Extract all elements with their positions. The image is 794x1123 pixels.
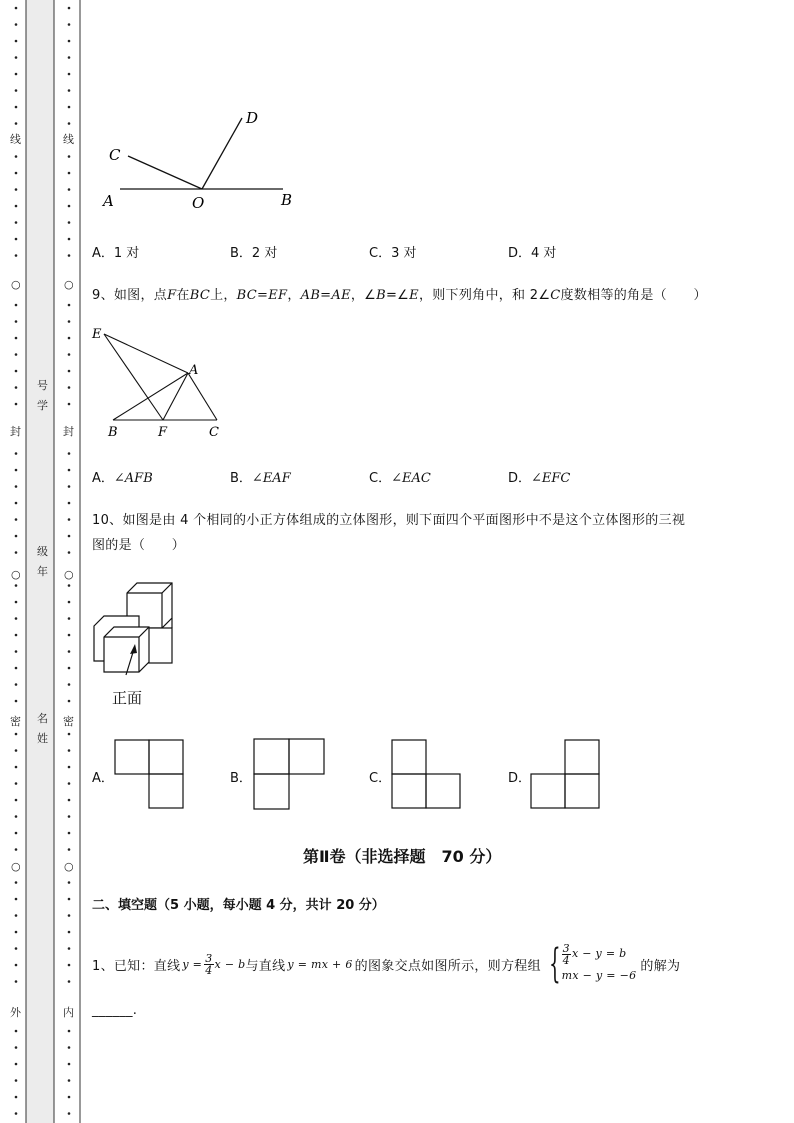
inner-mark-nei: 内 — [63, 1006, 74, 1019]
binding-dot — [68, 700, 71, 703]
binding-dot — [68, 172, 71, 175]
binding-dot — [68, 601, 71, 604]
fill1-fraction: $\frac{3}{4}$ — [205, 951, 213, 977]
q8-option-a: A．1 对 — [92, 246, 140, 261]
q10-question-line2: 图的是（ ） — [92, 538, 186, 553]
q8-option-c: C．3 对 — [369, 246, 417, 261]
q9-question: 9、如图，点F在BC上，BC=EF，AB=AE，∠B=∠E，则下列角中，和 2∠C度数相等的角是（ ） — [92, 288, 707, 303]
binding-dot — [68, 634, 71, 637]
binding-dot — [15, 221, 18, 224]
binding-dot — [68, 766, 71, 769]
binding-dot — [15, 23, 18, 26]
binding-dot — [15, 617, 18, 620]
binding-dot — [68, 980, 71, 983]
binding-dot — [15, 337, 18, 340]
binding-dot — [15, 40, 18, 43]
binding-dot — [15, 1079, 18, 1082]
binding-dot — [68, 56, 71, 59]
q10-option-a-letter: A． — [92, 771, 114, 786]
binding-dot — [15, 320, 18, 323]
binding-dot — [15, 188, 18, 191]
q10-option-a-shape — [114, 739, 186, 811]
binding-dot — [15, 502, 18, 505]
binding-dot — [68, 931, 71, 934]
inner-circle: ○ — [64, 568, 74, 581]
binding-dot — [68, 584, 71, 587]
binding-dot — [68, 683, 71, 686]
q9-label-a: A — [189, 363, 199, 378]
binding-dot — [15, 634, 18, 637]
q10-question-line1: 10、如图是由 4 个相同的小正方体组成的立体图形，则下面四个平面图形中不是这个立体图形的三视 — [92, 513, 686, 528]
q9-label-f: F — [158, 425, 168, 440]
binding-dot — [15, 73, 18, 76]
binding-dot — [68, 898, 71, 901]
binding-dot — [15, 1063, 18, 1066]
binding-dot — [68, 452, 71, 455]
binding-dot — [15, 799, 18, 802]
binding-dot — [68, 73, 71, 76]
q9-option-a: A．∠AFB — [92, 471, 153, 486]
binding-dot — [68, 155, 71, 158]
fill1-question: 1、已知：直线 y = $\frac{3}{4}$ x − b 与直线 y = mx + 6 的图象交点如图所示，则方程组 { $\frac{3}{4}$ x − y = b mx − y = −6 的解为 — [92, 941, 681, 987]
binding-dot — [15, 172, 18, 175]
grade-label-2: 年 — [37, 565, 48, 578]
binding-dot — [68, 122, 71, 125]
binding-dot — [68, 1112, 71, 1115]
binding-dot — [68, 502, 71, 505]
binding-dot — [15, 1096, 18, 1099]
binding-dot — [15, 964, 18, 967]
binding-dot — [68, 370, 71, 373]
outer-mark-xian: 线 — [10, 133, 21, 146]
q8-option-b: B．2 对 — [230, 246, 278, 261]
binding-dot — [15, 386, 18, 389]
binding-dot — [15, 7, 18, 10]
binding-dot — [15, 370, 18, 373]
outer-circle: ○ — [11, 860, 21, 873]
binding-dot — [15, 205, 18, 208]
binding-dot — [68, 832, 71, 835]
inner-circle: ○ — [64, 860, 74, 873]
inner-mark-mi: 密 — [63, 715, 74, 728]
binding-dot — [15, 452, 18, 455]
binding-dot — [68, 650, 71, 653]
binding-dot — [68, 40, 71, 43]
name-label-2: 姓 — [37, 732, 48, 745]
q9-triangle-figure — [88, 320, 228, 445]
binding-dot — [68, 7, 71, 10]
binding-dot — [15, 403, 18, 406]
binding-dot — [15, 518, 18, 521]
binding-margin — [0, 0, 82, 1123]
binding-dot — [68, 485, 71, 488]
outer-mark-wai: 外 — [10, 1006, 21, 1019]
binding-dot — [68, 551, 71, 554]
q9-option-b: B．∠EAF — [230, 471, 291, 486]
binding-dot — [68, 964, 71, 967]
binding-dot — [68, 89, 71, 92]
binding-dot — [15, 749, 18, 752]
q10-option-d-shape — [530, 739, 602, 811]
binding-dot — [68, 469, 71, 472]
binding-dot — [15, 584, 18, 587]
binding-dot — [68, 1030, 71, 1033]
inner-circle: ○ — [64, 278, 74, 291]
q8-label-o: O — [192, 194, 205, 212]
q8-label-a: A — [103, 192, 114, 210]
binding-dot — [68, 815, 71, 818]
binding-dot — [15, 1112, 18, 1115]
binding-dot — [15, 89, 18, 92]
q8-label-c: C — [109, 146, 121, 164]
section-fill-in-heading: 二、填空题（5 小题，每小题 4 分，共计 20 分） — [92, 898, 385, 913]
outer-circle: ○ — [11, 278, 21, 291]
q8-angle-figure — [95, 105, 305, 215]
q9-option-c: C．∠EAC — [369, 471, 431, 486]
binding-dot — [15, 155, 18, 158]
binding-dot — [68, 535, 71, 538]
binding-dot — [15, 485, 18, 488]
binding-dot — [68, 518, 71, 521]
binding-dot — [68, 848, 71, 851]
binding-margin-lines — [0, 0, 82, 1123]
binding-dot — [15, 254, 18, 257]
q10-option-c-shape — [391, 739, 463, 811]
binding-dot — [15, 469, 18, 472]
q8-label-d: D — [246, 109, 259, 127]
binding-dot — [15, 1030, 18, 1033]
binding-dot — [15, 700, 18, 703]
binding-dot — [68, 782, 71, 785]
binding-dot — [68, 221, 71, 224]
binding-dot — [68, 320, 71, 323]
binding-dot — [15, 898, 18, 901]
inner-mark-xian: 线 — [63, 133, 74, 146]
outer-circle: ○ — [11, 568, 21, 581]
binding-dot — [15, 551, 18, 554]
binding-dot — [68, 733, 71, 736]
binding-dot — [68, 353, 71, 356]
binding-dot — [15, 683, 18, 686]
binding-dot — [68, 386, 71, 389]
outer-mark-mi: 密 — [10, 715, 21, 728]
binding-dot — [15, 353, 18, 356]
binding-dot — [15, 238, 18, 241]
q8-option-d: D．4 对 — [508, 246, 557, 261]
binding-dot — [15, 304, 18, 307]
binding-dot — [15, 947, 18, 950]
binding-dot — [15, 122, 18, 125]
binding-dot — [68, 403, 71, 406]
q10-option-c-letter: C． — [369, 771, 392, 786]
q9-label-b: B — [108, 425, 118, 440]
binding-dot — [15, 535, 18, 538]
student-id-label-2: 学 — [37, 399, 48, 412]
binding-dot — [68, 1063, 71, 1066]
binding-dot — [68, 799, 71, 802]
q9-label-e: E — [92, 327, 102, 342]
binding-dot — [68, 304, 71, 307]
binding-dot — [15, 832, 18, 835]
part2-title: 第Ⅱ卷（非选择题 70 分） — [303, 847, 502, 866]
binding-dot — [68, 914, 71, 917]
q10-option-b-shape — [253, 738, 327, 812]
fill1-equation-system: { $\frac{3}{4}$ x − y = b mx − y = −6 — [548, 941, 637, 987]
binding-dot — [15, 931, 18, 934]
binding-dot — [15, 733, 18, 736]
binding-dot — [68, 749, 71, 752]
binding-dot — [15, 848, 18, 851]
binding-dot — [68, 1079, 71, 1082]
name-label-1: 名 — [37, 712, 48, 725]
q10-option-d-letter: D． — [508, 771, 532, 786]
binding-dot — [68, 1096, 71, 1099]
binding-dot — [15, 650, 18, 653]
binding-dot — [15, 106, 18, 109]
binding-dot — [68, 23, 71, 26]
binding-dot — [68, 337, 71, 340]
binding-dot — [15, 782, 18, 785]
binding-dot — [68, 617, 71, 620]
binding-dot — [15, 815, 18, 818]
grade-label-1: 级 — [37, 545, 48, 558]
binding-dot — [68, 188, 71, 191]
binding-dot — [68, 205, 71, 208]
binding-dot — [68, 254, 71, 257]
binding-dot — [15, 881, 18, 884]
binding-dot — [68, 238, 71, 241]
q10-front-label: 正面 — [112, 689, 143, 707]
q10-option-b-letter: B． — [230, 771, 252, 786]
binding-dot — [15, 1046, 18, 1049]
binding-dot — [68, 1046, 71, 1049]
fill1-answer-blank[interactable]: ______. — [92, 1003, 138, 1018]
binding-dot — [68, 667, 71, 670]
binding-dot — [15, 601, 18, 604]
binding-dot — [15, 766, 18, 769]
binding-dot — [15, 914, 18, 917]
binding-dot — [68, 106, 71, 109]
q9-option-d: D．∠EFC — [508, 471, 571, 486]
binding-dot — [68, 881, 71, 884]
student-id-label-1: 号 — [37, 379, 48, 392]
binding-dot — [15, 56, 18, 59]
binding-dot — [15, 667, 18, 670]
binding-dot — [15, 980, 18, 983]
binding-dot — [68, 947, 71, 950]
q9-label-c: C — [209, 425, 219, 440]
q8-label-b: B — [281, 191, 293, 209]
inner-mark-feng: 封 — [63, 425, 74, 438]
outer-mark-feng: 封 — [10, 425, 21, 438]
